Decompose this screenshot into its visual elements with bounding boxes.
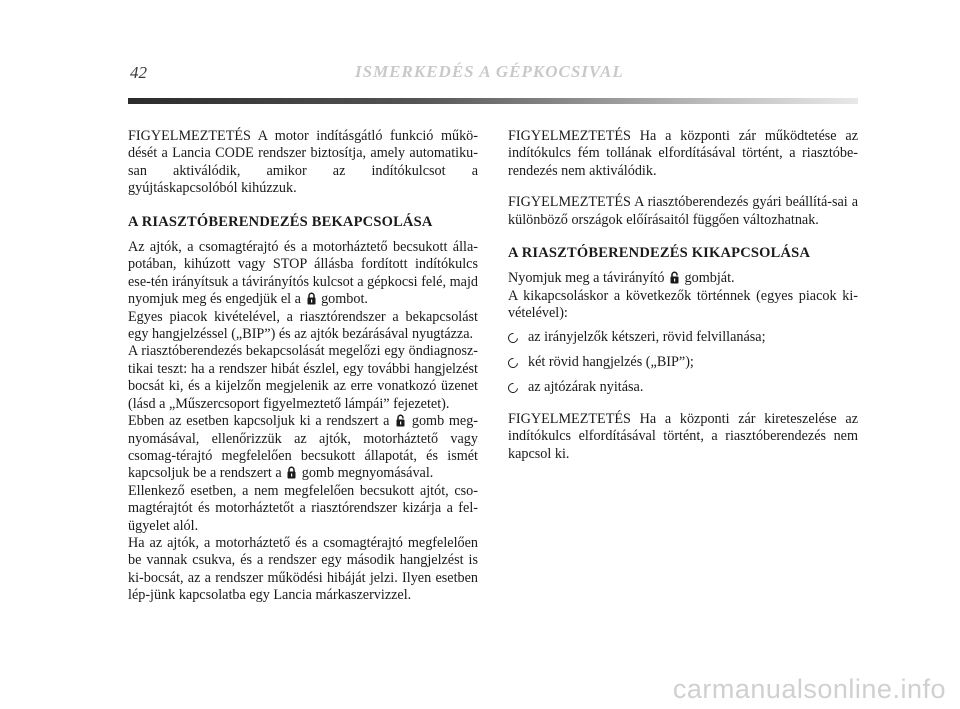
padlock-icon xyxy=(287,466,296,479)
warning-immobilizer: FIGYELMEZTETÉS A motor indításgátló funkció műkö-dését a Lancia CODE rendszer biztosítja, amely automatiku-san aktiválódik, amikor az indítókulcsot a gyújtáskapcsolóból kihúzzuk. xyxy=(128,128,478,197)
activation-text: Az ajtók, a csomagtérajtó és a motorháztető becsukott álla-potában, kihúzott vagy STOP állásba fordított indítókulcs ese-tén irányítsuk a távirányítós kulcsot a gépkocsi felé, majd nyomjuk meg és engedjük el a xyxy=(128,239,478,308)
retry-text-3: gomb megnyomásával. xyxy=(301,465,434,482)
paragraph-exclusion: Ellenkező esetben, a nem megfelelően becsukott ajtót, cso-magtérajtót és motorháztetőt a riasztórendszer kizárja a fel-ügyelet alól. xyxy=(128,482,478,534)
header-rule xyxy=(128,98,858,104)
circle-bullet-icon xyxy=(506,356,520,370)
heading-alarm-activation: A RIASZTÓBERENDEZÉS BEKAPCSOLÁSA xyxy=(128,213,433,230)
watermark: carmanualsonline.info xyxy=(672,674,946,704)
left-column xyxy=(128,128,478,605)
deactivation-list xyxy=(508,329,858,397)
paragraph-deactivation-events: A kikapcsoláskor a következők történnek (egyes piacok ki-vételével): xyxy=(508,287,858,322)
warning-factory-settings: FIGYELMEZTETÉS A riasztóberendezés gyári beállítá-sai a különböző országok előírásaitól függően változhatnak. xyxy=(508,194,858,228)
paragraph-press-button xyxy=(508,270,858,287)
section-title: ISMERKEDÉS A GÉPKOCSIVAL xyxy=(355,62,624,81)
list-item: két rövid hangjelzés („BIP”); xyxy=(508,354,858,371)
warning-unlock-key: FIGYELMEZTETÉS Ha a központi zár kireteszelése az indítókulcs elfordításával történt, a riasztóberendezés nem kapcsol ki. xyxy=(508,410,858,462)
press-text-end: gombját. xyxy=(684,270,735,287)
circle-bullet-icon xyxy=(506,381,520,395)
retry-text-2: gomb meg-nyomásával, ellenőrizzük az ajtók, motorháztető vagy csomag-térajtó megfelelően becsukott állapotát, és ismét kapcsoljuk be a rendszert a xyxy=(128,413,479,482)
list-item: az irányjelzők kétszeri, rövid felvillanása; xyxy=(508,329,858,346)
activation-text-end: gombot. xyxy=(321,291,368,308)
paragraph-fault: Ha az ajtók, a motorháztető és a csomagtérajtó megfelelően be vannak csukva, és a rendszer egy második hangjelzést is ki-bocsát, az a rendszer működési hibáját jelzi. Ilyen esetben lép-jünk kapcsolatba egy Lancia márkaszervizzel. xyxy=(128,534,478,604)
heading-alarm-deactivation: A RIASZTÓBERENDEZÉS KIKAPCSOLÁSA xyxy=(508,245,811,262)
paragraph-selftest: A riasztóberendezés bekapcsolását megelőzi egy öndiagnosz-tikai teszt: ha a rendszer hibát észlel, egy további hangjelzést bocsát ki, és a kijelzőn megjelenik az erre vonatkozó üzenet (lásd a „Műszercsoport figyelmeztető lámpái” fejezetet). xyxy=(128,343,478,412)
page-number: 42 xyxy=(130,63,147,82)
padlock-open-icon xyxy=(396,414,405,427)
paragraph-activation xyxy=(128,239,478,309)
circle-bullet-icon xyxy=(506,331,520,345)
padlock-icon xyxy=(307,292,316,305)
warning-central-lock: FIGYELMEZTETÉS Ha a központi zár működtetése az indítókulcs fém tollának elfordításával történt, a riasztóbe-rendezés nem aktiválódik. xyxy=(508,128,858,179)
retry-text-1: Ebben az esetben kapcsoljuk ki a rendszert a xyxy=(128,413,390,430)
paragraph-retry xyxy=(128,413,478,483)
list-item: az ajtózárak nyitása. xyxy=(508,379,858,396)
right-column xyxy=(508,128,858,463)
paragraph-confirmation: Egyes piacok kivételével, a riasztórendszer a bekapcsolást egy hangjelzéssel („BIP”) és az ajtók bezárásával nyugtázza. xyxy=(128,308,478,343)
padlock-open-icon xyxy=(670,271,679,284)
press-text: Nyomjuk meg a távirányító xyxy=(508,270,665,287)
